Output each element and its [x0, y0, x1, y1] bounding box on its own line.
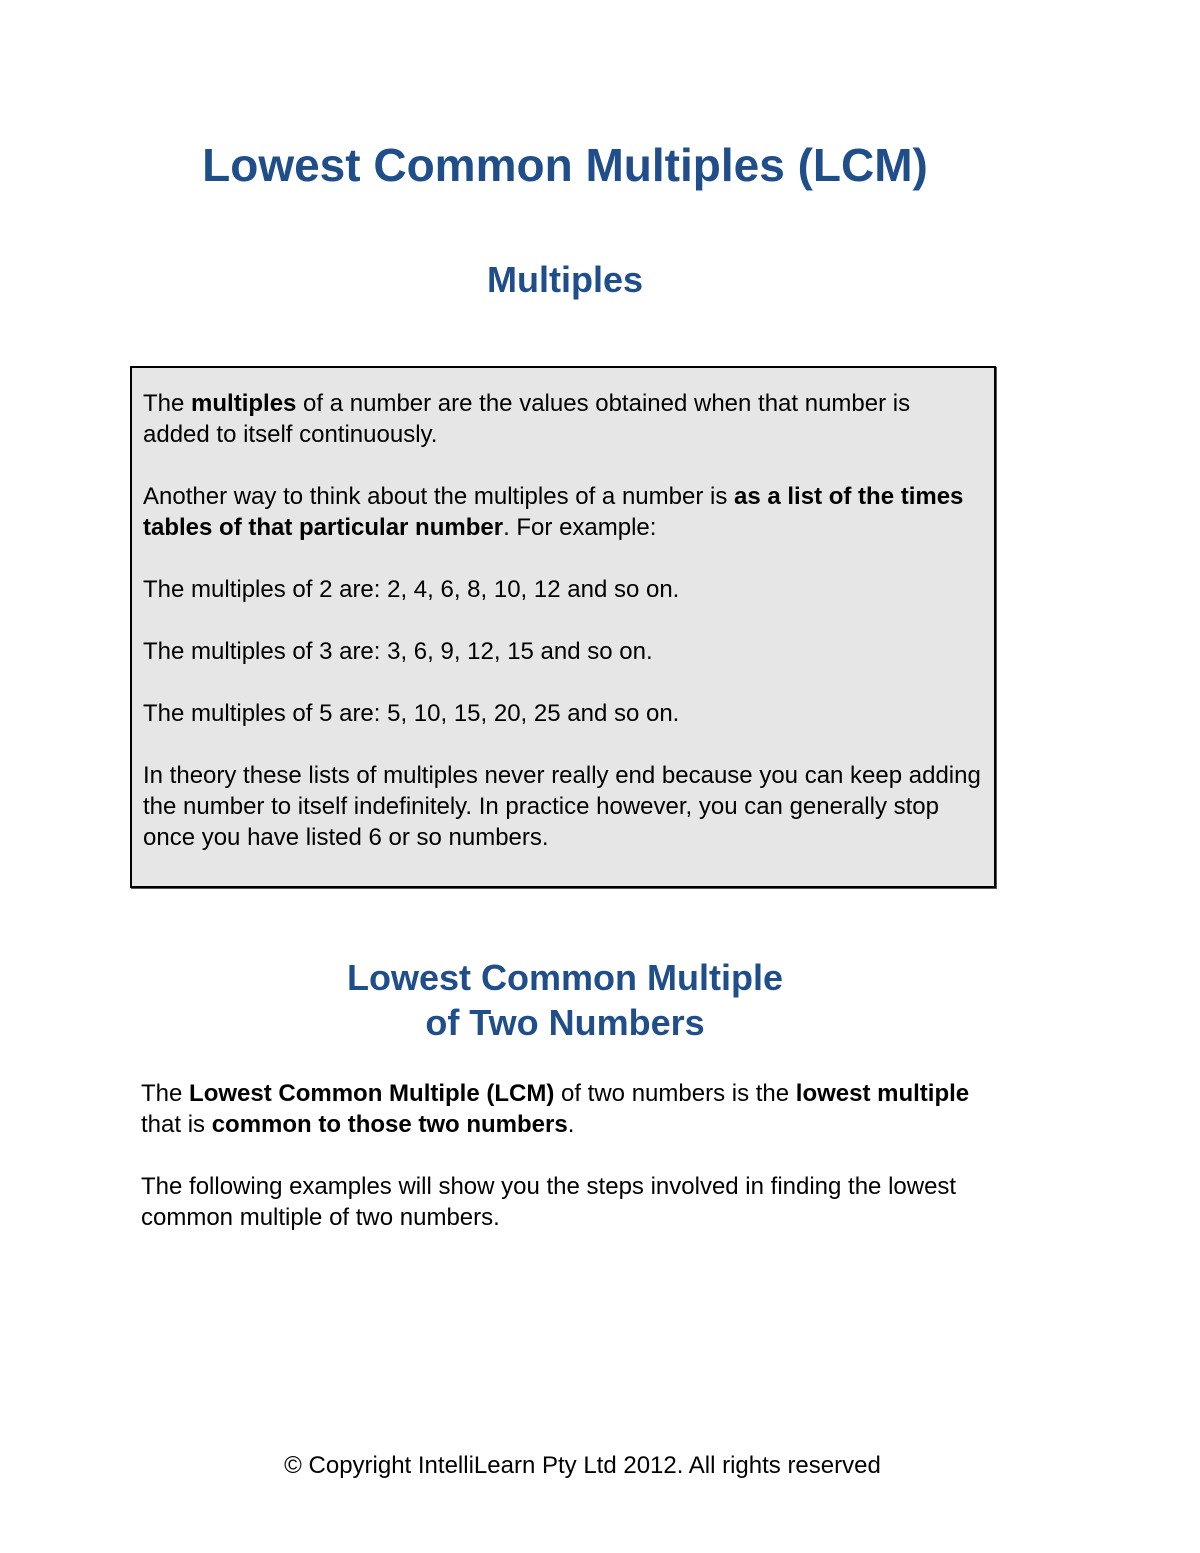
bold-term-lcm: Lowest Common Multiple (LCM): [189, 1080, 555, 1107]
lcm-heading-line-1: Lowest Common Multiple: [347, 957, 783, 998]
multiples-box-content: [143, 388, 983, 853]
text-run: . For example:: [503, 514, 657, 541]
bold-term-multiples: multiples: [191, 390, 297, 417]
lcm-heading-line-2: of Two Numbers: [425, 1002, 705, 1043]
theory-note-paragraph: In theory these lists of multiples never really end because you can keep adding the number to itself indefinitely. In practice however, you can generally stop once you have listed 6 or so numbers.: [143, 762, 981, 851]
bold-phrase-common: common to those two numbers: [211, 1111, 568, 1138]
multiples-of-2-example: The multiples of 2 are: 2, 4, 6, 8, 10, 12 and so on.: [143, 576, 680, 603]
copyright-footer: © Copyright IntelliLearn Pty Ltd 2012. All rights reserved: [284, 1452, 881, 1479]
text-run: of a number are the values obtained when that number is added to itself continuously.: [143, 390, 911, 448]
lcm-definition-paragraph: [141, 1078, 1001, 1140]
multiples-of-5-example: The multiples of 5 are: 5, 10, 15, 20, 25 and so on.: [143, 700, 680, 727]
lcm-body: [141, 1078, 1001, 1233]
text-run: The: [143, 390, 192, 417]
text-run: that is: [141, 1111, 212, 1138]
multiples-definition-paragraph: [143, 388, 983, 450]
multiples-heading: Multiples: [486, 259, 643, 300]
lcm-examples-intro-paragraph: The following examples will show you the steps involved in finding the lowest common multiple of two numbers.: [141, 1173, 957, 1231]
bold-phrase-times-tables: as a list of the times tables of that particular number: [143, 483, 964, 541]
multiples-definition-box: [130, 366, 996, 888]
lcm-heading: [0, 955, 1130, 1045]
text-run: The: [141, 1080, 190, 1107]
page-title: Lowest Common Multiples (LCM): [202, 139, 928, 191]
text-run: .: [567, 1111, 575, 1138]
text-run: of two numbers is the: [554, 1080, 796, 1107]
multiples-of-3-example: The multiples of 3 are: 3, 6, 9, 12, 15 and so on.: [143, 638, 653, 665]
times-tables-paragraph: [143, 481, 983, 543]
text-run: Another way to think about the multiples of a number is: [143, 483, 734, 510]
bold-phrase-lowest-multiple: lowest multiple: [795, 1080, 970, 1107]
